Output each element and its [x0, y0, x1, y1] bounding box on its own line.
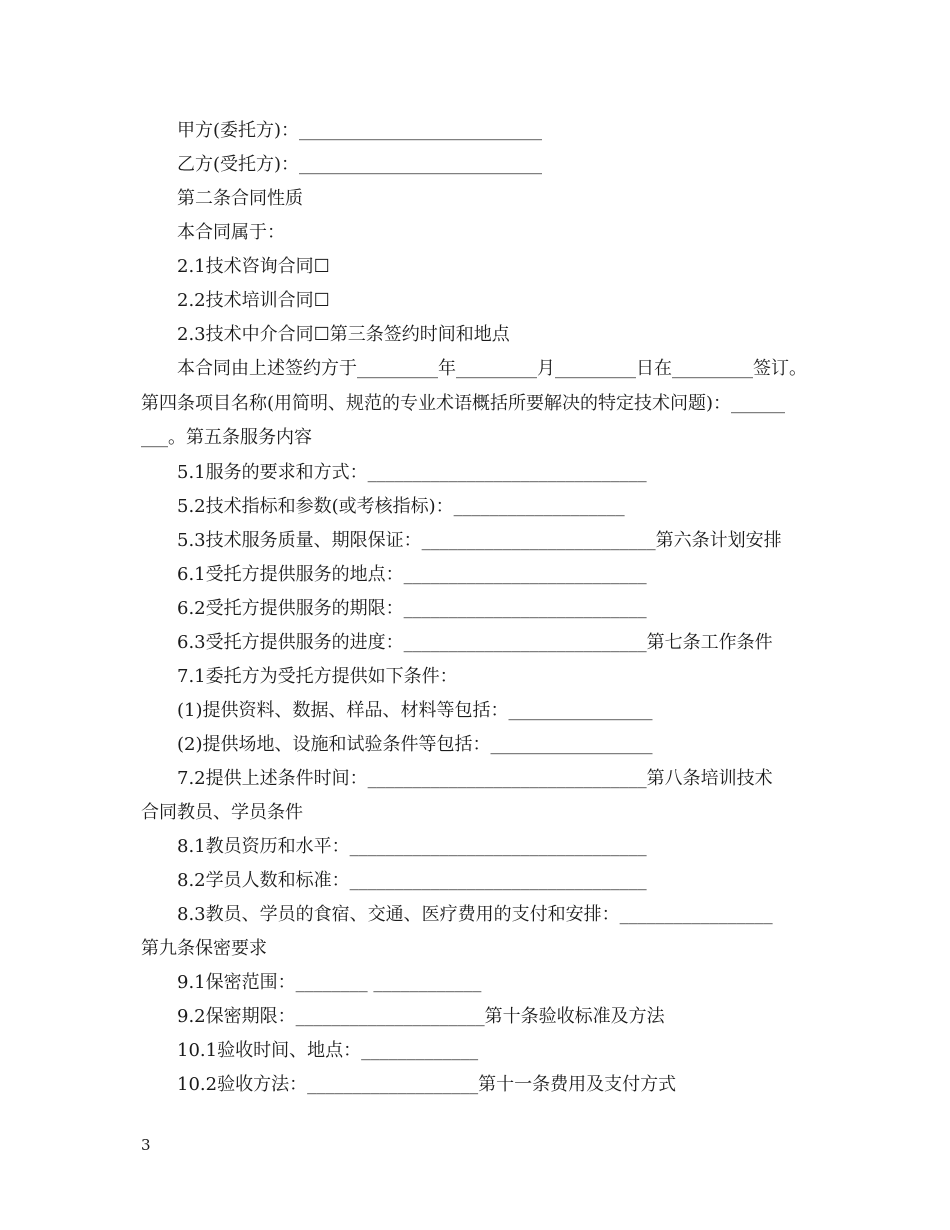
clause-6-1: 6.1受托方提供服务的地点：___________________________ [141, 564, 647, 585]
contract-belongs-line: 本合同属于： [141, 222, 285, 243]
clause-9-2: 9.2保密期限：_____________________第十条验收标准及方法 [141, 1006, 665, 1027]
article-2-heading: 第二条合同性质 [141, 188, 303, 209]
clause-10-1: 10.1验收时间、地点：_____________ [141, 1040, 479, 1061]
clause-10-2: 10.2验收方法：___________________第十一条费用及支付方式 [141, 1074, 677, 1095]
clause-7-2: 7.2提供上述条件时间：_______________________________第八条培训技术 [141, 768, 773, 789]
clause-2-3: 2.3技术中介合同☐第三条签约时间和地点 [141, 324, 510, 345]
clause-5-1: 5.1服务的要求和方式：_______________________________ [141, 462, 647, 483]
party-a-line: 甲方(委托方)：___________________________ [141, 120, 543, 141]
clause-9-1: 9.1保密范围：________ ____________ [141, 972, 482, 993]
clause-8-2: 8.2学员人数和标准：_________________________________ [141, 870, 647, 891]
clause-7-1-item-2: (2)提供场地、设施和试验条件等包括：__________________ [141, 734, 653, 755]
clause-7-1-item-1: (1)提供资料、数据、样品、材料等包括：________________ [141, 700, 653, 721]
clause-2-1: 2.1技术咨询合同☐ [141, 256, 330, 277]
clause-6-3: 6.3受托方提供服务的进度：___________________________第七条工作条件 [141, 632, 773, 653]
clause-2-2: 2.2技术培训合同☐ [141, 290, 330, 311]
article-9-heading: 第九条保密要求 [141, 938, 267, 959]
clause-5-2: 5.2技术指标和参数(或考核指标)：___________________ [141, 496, 625, 517]
article-8-continued: 合同教员、学员条件 [141, 802, 303, 823]
page-number: 3 [141, 1136, 151, 1154]
clause-7-1: 7.1委托方为受托方提供如下条件： [141, 666, 458, 687]
clause-8-3: 8.3教员、学员的食宿、交通、医疗费用的支付和安排：_________________ [141, 904, 773, 925]
party-b-line: 乙方(受托方)：___________________________ [141, 154, 543, 175]
signing-line: 本合同由上述签约方于_________年_________月_________日在_________签订。 [141, 358, 807, 379]
article-4-continued: ___。第五条服务内容 [141, 427, 312, 448]
clause-8-1: 8.1教员资历和水平：_________________________________ [141, 836, 647, 857]
clause-6-2: 6.2受托方提供服务的期限：___________________________ [141, 598, 647, 619]
clause-5-3: 5.3技术服务质量、期限保证：__________________________第六条计划安排 [141, 530, 782, 551]
article-4-line: 第四条项目名称(用简明、规范的专业术语概括所要解决的特定技术问题)：______ [141, 393, 786, 414]
